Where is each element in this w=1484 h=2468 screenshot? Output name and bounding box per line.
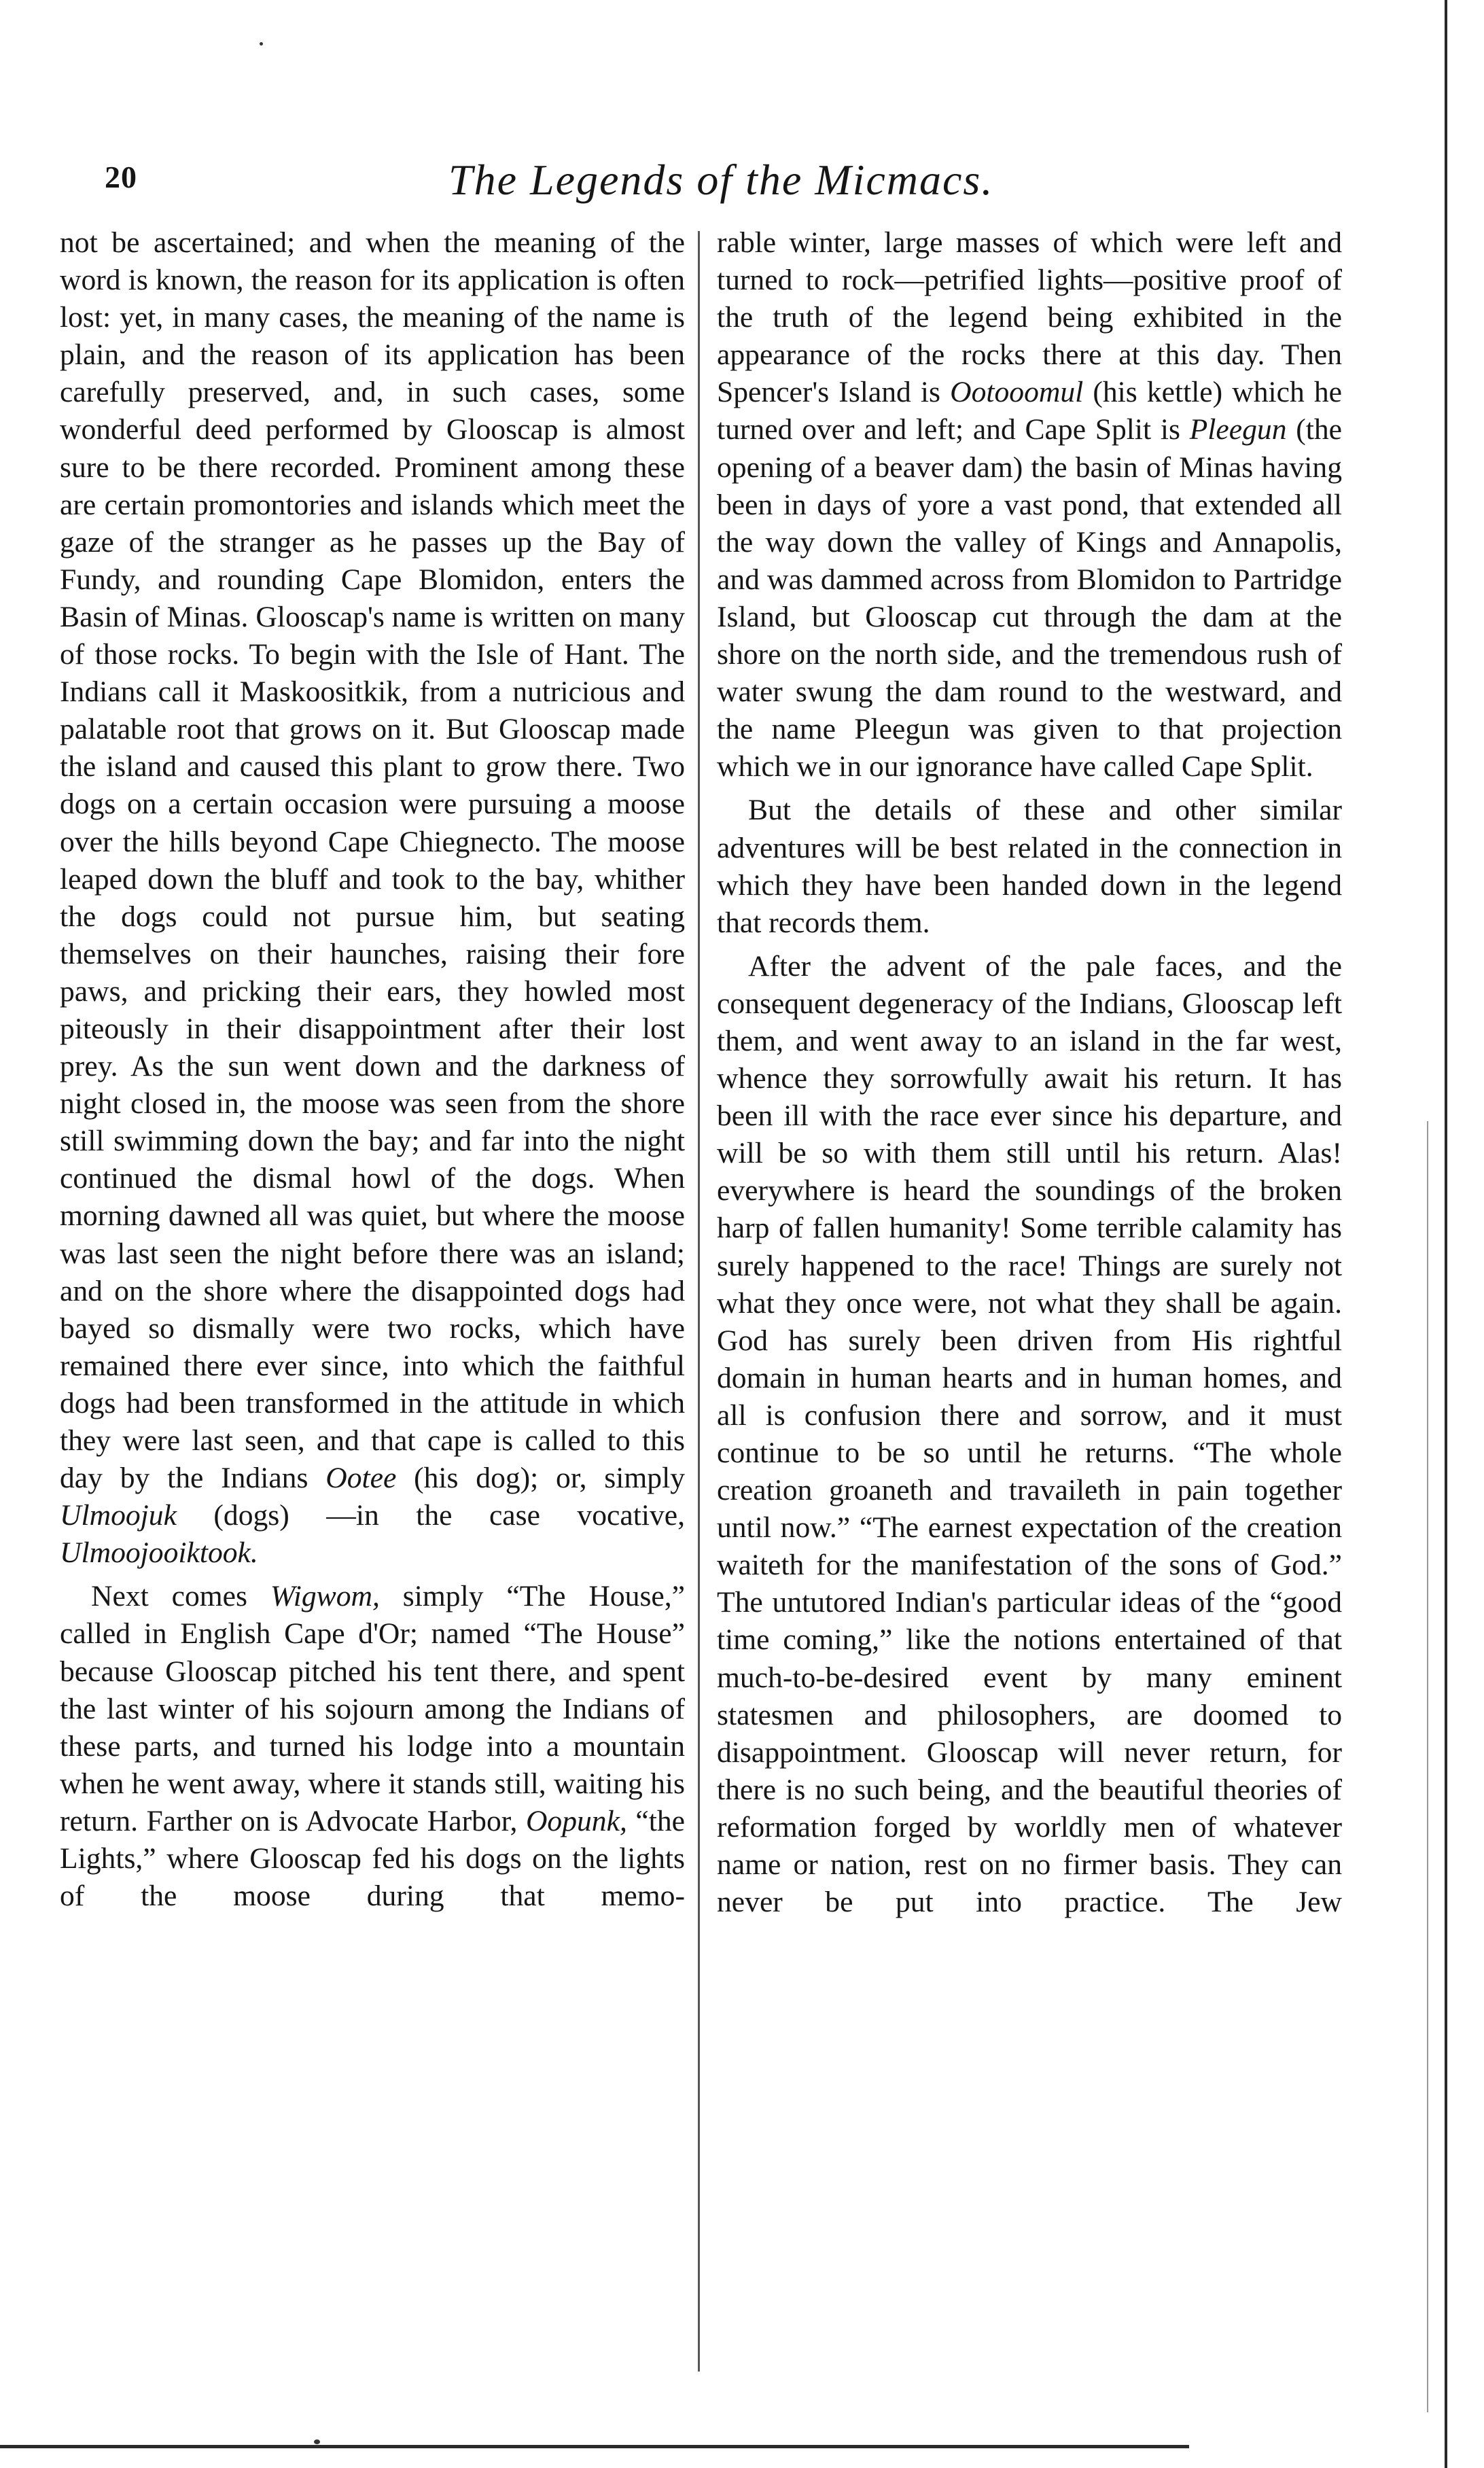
text-run: After the advent of the pale faces, and the consequent degeneracy of the Indians, Glooscap left them, and went away to an island in the far west, whence they sorrowfully await his return. It has been ill with the race ever since his departure, and will be so with them still until his return. Alas! everywhere is heard the soundings of the broken harp of fallen humanity! Some terrible calamity has surely happened to the race! Things are surely not what they once were, not what they shall be again. God has surely been driven from His rightful domain in human hearts and in human homes, and all is confusion there and sorrow, and it must continue to be so until he returns. “The whole creation groaneth and travaileth in pain together until now.” “The earnest expectation of the creation waiteth for the manifestation of the sons of God.” The untutored Indian's particular ideas of the “good time coming,” like the notions entertained of that much-to-be-desired event by many eminent statesmen and philosophers, are doomed to disappointment. Glooscap will never return, for there is no such being, and the beautiful theories of reformation forged by worldly men of whatever name or nation, rest on no firmer basis. They can never be put into practice. The Jew <box>717 949 1342 1919</box>
right-column <box>717 224 1342 1921</box>
text-run: not be ascertained; and when the meaning of the word is known, the reason for its application is often lost: yet, in many cases, the meaning of the name is plain, and the reason of its application has been carefully preserved, and, in such cases, some wonderful deed performed by Glooscap is almost sure to be there recorded. Prominent among these are certain promontories and islands which meet the gaze of the stranger as he passes up the Bay of Fundy, and rounding Cape Blomidon, enters the Basin of Minas. Glooscap's name is written on many of those rocks. To begin with the Isle of Hant. The Indians call it Maskoositkik, from a nutricious and palatable root that grows on it. But Glooscap made the island and caused this plant to grow there. Two dogs on a certain occasion were pursuing a moose over the hills beyond Cape Chiegnecto. The moose leaped down the bluff and took to the bay, whither the dogs could not pursue him, but seating themselves on their haunches, raising their fore paws, and pricking their ears, they howled most piteously in their disappointment after their lost prey. As the sun went down and the darkness of night closed in, the moose was seen from the shore still swimming down the bay; and far into the night continued the dismal howl of the dogs. When morning dawned all was quiet, but where the moose was last seen the night before there was an island; and on the shore where the disappointed dogs had bayed so dismally were two rocks, which have remained there ever since, into which the faithful dogs had been transformed in the attitude in which they were last seen, and that cape is called to this day by the Indians <box>60 226 685 1495</box>
text-run: simply “The House,” called in English Cape d'Or; named “The House” because Glooscap pitched his tent there, and spent the last winter of his sojourn among the Indians of these parts, and turned his lodge into a mountain when he went away, where it stands still, waiting his return. Farther on is Advocate Harbor, <box>60 1580 685 1837</box>
text-run: But the details of these and other similar adventures will be best related in the connection in which they have been handed down in the legend that records them. <box>717 794 1342 939</box>
paragraph <box>60 1578 685 1915</box>
running-head <box>95 155 1332 209</box>
italic-term: Ootee <box>325 1462 397 1495</box>
page-number: 20 <box>105 160 137 194</box>
italic-term: Ootooomul <box>950 376 1084 409</box>
text-run: (his dog); or, simply <box>396 1462 685 1495</box>
paragraph <box>717 224 1342 786</box>
text-run: Next comes <box>91 1580 270 1613</box>
page-bottom-edge <box>0 2445 1189 2448</box>
page-edge-shadow <box>1427 1121 1428 2412</box>
column-divider <box>698 231 700 2372</box>
page-edge-line <box>1445 0 1447 2468</box>
italic-term: Ulmoojuk <box>60 1499 177 1532</box>
book-title: The Legends of the Micmacs. <box>448 156 994 204</box>
left-column <box>60 224 685 1915</box>
text-run: (dogs) —in the case vocative, <box>176 1499 685 1532</box>
text-run: “the Lights,” where Glooscap fed his dogs on the lights of the moose during that memo- <box>60 1804 685 1913</box>
italic-term: Wigwom, <box>270 1580 380 1613</box>
text-run: (the opening of a beaver dam) the basin of Minas having been in days of yore a vast pond, that extended all the way down the valley of Kings and Annapolis, and was dammed across from Blomidon to Partridge Island, but Glooscap cut through the dam at the shore on the north side, and the tremendous rush of water swung the dam round to the westward, and the name Pleegun was given to that projection which we in our ignorance have called Cape Split. <box>717 413 1342 783</box>
paragraph <box>717 792 1342 941</box>
text-run: rable winter, large masses of which were left and turned to rock—petrified lights—positive proof of the truth of the legend being exhibited in the appearance of the rocks there at this day. Then Spencer's Island is <box>717 226 1342 409</box>
italic-term: Oopunk, <box>525 1804 627 1837</box>
paragraph <box>60 224 685 1572</box>
italic-term: Pleegun <box>1189 413 1287 446</box>
text-run: (his kettle) which he turned over and left; and Cape Split is <box>717 376 1343 446</box>
italic-term: Ulmoojooiktook. <box>60 1536 258 1570</box>
paragraph <box>717 948 1342 1921</box>
print-speck <box>260 42 263 46</box>
print-speck <box>314 2439 320 2444</box>
